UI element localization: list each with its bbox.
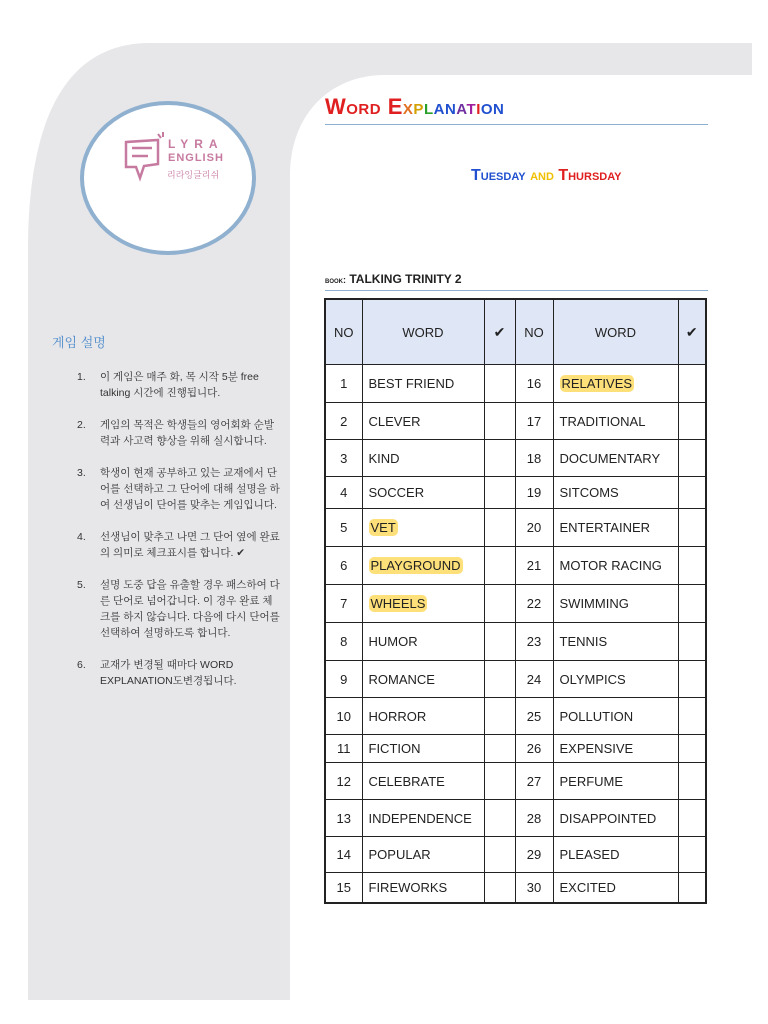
table-row	[325, 403, 706, 440]
table-row	[325, 698, 706, 735]
check-cell[interactable]	[484, 509, 515, 547]
list-item-text: 교재가 변경될 때마다 WORD EXPLANATION도변경됩니다.	[100, 659, 237, 687]
word-text: PLEASED	[559, 847, 620, 862]
word-cell	[553, 365, 678, 403]
title-letter: t	[466, 94, 477, 119]
word-number: 21	[515, 547, 553, 585]
check-cell[interactable]	[484, 800, 515, 837]
word-cell	[362, 763, 484, 800]
word-cell	[553, 698, 678, 735]
word-text: SITCOMS	[559, 485, 619, 500]
page-subtitle	[471, 167, 622, 185]
word-cell	[362, 623, 484, 661]
book-divider	[325, 290, 708, 291]
check-cell[interactable]	[484, 837, 515, 873]
list-item	[52, 657, 282, 689]
word-number: 1	[325, 365, 362, 403]
title-divider	[325, 124, 708, 125]
word-number: 18	[515, 440, 553, 477]
check-cell[interactable]	[484, 698, 515, 735]
table-header-row	[325, 299, 706, 365]
word-cell	[362, 661, 484, 698]
word-text: EXCITED	[559, 879, 616, 895]
word-text: POLLUTION	[559, 708, 634, 724]
title-letter: n	[444, 94, 457, 119]
word-cell	[553, 763, 678, 800]
check-cell[interactable]	[484, 477, 515, 509]
word-number: 9	[325, 661, 362, 698]
highlighted-word: PLAYGROUND	[370, 558, 461, 573]
header-word: WORD	[362, 299, 484, 365]
word-cell	[362, 547, 484, 585]
word-number: 11	[325, 735, 362, 763]
list-item	[52, 577, 282, 641]
table-row	[325, 585, 706, 623]
list-item-number: 3.	[77, 467, 86, 479]
check-cell[interactable]	[484, 440, 515, 477]
book-line	[325, 272, 462, 286]
check-cell[interactable]	[484, 403, 515, 440]
check-cell[interactable]	[678, 837, 706, 873]
word-cell	[553, 661, 678, 698]
table-row	[325, 873, 706, 903]
word-cell	[362, 837, 484, 873]
check-cell[interactable]	[484, 763, 515, 800]
check-cell[interactable]	[678, 403, 706, 440]
word-text: ENTERTAINER	[559, 520, 651, 535]
word-number: 19	[515, 477, 553, 509]
header-no: NO	[325, 299, 362, 365]
word-number: 27	[515, 763, 553, 800]
word-number: 28	[515, 800, 553, 837]
table-row	[325, 509, 706, 547]
word-cell	[362, 735, 484, 763]
highlighted-word: RELATIVES	[561, 376, 633, 391]
checkmark-icon: ✔	[678, 299, 706, 365]
logo-text-korean: 리라잉글리쉬	[167, 170, 220, 180]
word-text: CELEBRATE	[368, 773, 445, 789]
table-row	[325, 661, 706, 698]
table-row	[325, 440, 706, 477]
highlighted-word: WHEELS	[370, 596, 426, 611]
instructions-list	[52, 369, 282, 705]
check-cell[interactable]	[678, 763, 706, 800]
word-cell	[553, 509, 678, 547]
word-text: FIREWORKS	[368, 879, 448, 895]
logo-text-lyra: LYRA	[168, 137, 224, 151]
word-text: POPULAR	[368, 847, 431, 862]
table-row	[325, 623, 706, 661]
check-cell[interactable]	[678, 585, 706, 623]
title-letter: a	[456, 94, 467, 119]
table-row	[325, 763, 706, 800]
word-text: PERFUME	[559, 773, 624, 789]
check-cell[interactable]	[678, 698, 706, 735]
word-number: 3	[325, 440, 362, 477]
check-cell[interactable]	[678, 365, 706, 403]
word-number: 6	[325, 547, 362, 585]
title-letter: i	[476, 94, 481, 119]
list-item-text: 설명 도중 답을 유출할 경우 패스하여 다른 단어로 넘어갑니다. 이 경우 완료 체크를 하지 않습니다. 다음에 다시 단어를 선택하여 설명하도록 합니다.	[100, 579, 280, 639]
check-cell[interactable]	[484, 547, 515, 585]
word-cell	[553, 547, 678, 585]
word-number: 5	[325, 509, 362, 547]
word-number: 12	[325, 763, 362, 800]
word-cell	[362, 365, 484, 403]
word-cell	[553, 403, 678, 440]
list-item	[52, 529, 282, 561]
word-text: OLYMPICS	[559, 671, 626, 687]
word-number: 13	[325, 800, 362, 837]
word-cell	[362, 800, 484, 837]
word-number: 22	[515, 585, 553, 623]
list-item-text: 선생님이 맞추고 나면 그 단어 옆에 완료의 의미로 체크표시를 합니다. ✔	[100, 531, 280, 559]
word-text: ROMANCE	[368, 671, 435, 687]
list-item-text: 이 게임은 매주 화, 목 시작 5분 free talking 시간에 진행됩니다.	[100, 371, 259, 399]
word-number: 4	[325, 477, 362, 509]
title-letter: l	[423, 94, 434, 119]
check-cell[interactable]	[484, 365, 515, 403]
highlighted-word: VET	[370, 520, 396, 535]
title-letter: W	[325, 94, 347, 119]
list-item-number: 1.	[77, 371, 86, 383]
word-text: MOTOR RACING	[559, 558, 662, 573]
word-number: 14	[325, 837, 362, 873]
word-cell	[553, 735, 678, 763]
word-number: 30	[515, 873, 553, 903]
word-text: SOCCER	[368, 485, 425, 500]
word-cell	[553, 440, 678, 477]
title-letter: E	[381, 94, 403, 119]
word-cell	[553, 873, 678, 903]
word-text: HUMOR	[368, 634, 418, 649]
check-cell[interactable]	[484, 585, 515, 623]
check-cell[interactable]	[678, 477, 706, 509]
header-word: WORD	[553, 299, 678, 365]
title-letter: p	[413, 94, 424, 119]
word-number: 20	[515, 509, 553, 547]
list-item-text: 학생이 현재 공부하고 있는 교재에서 단어를 선택하고 그 단어에 대해 설명을 하여 선생님이 단어를 맞추는 게임입니다.	[100, 467, 280, 511]
check-cell[interactable]	[678, 800, 706, 837]
list-item	[52, 465, 282, 513]
word-cell	[553, 623, 678, 661]
word-table	[324, 298, 707, 904]
title-letter: ord	[346, 94, 382, 119]
list-item-number: 5.	[77, 579, 86, 591]
table-row	[325, 547, 706, 585]
check-cell[interactable]	[678, 440, 706, 477]
word-number: 26	[515, 735, 553, 763]
check-cell[interactable]	[678, 547, 706, 585]
word-cell	[553, 585, 678, 623]
list-item-number: 4.	[77, 531, 86, 543]
word-text: CLEVER	[368, 413, 421, 429]
word-cell	[553, 800, 678, 837]
word-text: INDEPENDENCE	[368, 810, 472, 826]
word-number: 24	[515, 661, 553, 698]
page-title	[325, 94, 504, 120]
word-text: DOCUMENTARY	[559, 450, 661, 466]
word-text: SWIMMING	[559, 596, 629, 611]
title-letter: x	[402, 94, 414, 119]
word-text: HORROR	[368, 708, 427, 724]
book-label: book:	[325, 275, 346, 285]
word-cell	[362, 440, 484, 477]
book-title: TALKING TRINITY 2	[349, 272, 462, 286]
title-letter: Thursday	[558, 167, 622, 184]
instructions-heading: 게임 설명	[52, 335, 106, 350]
word-text: BEST FRIEND	[368, 376, 455, 391]
list-item-number: 2.	[77, 419, 86, 431]
title-letter: and	[530, 167, 559, 184]
word-text: FICTION	[368, 741, 421, 756]
list-item	[52, 369, 282, 401]
logo-text-english: ENGLISH	[168, 152, 224, 164]
word-text: KIND	[368, 450, 400, 466]
word-number: 7	[325, 585, 362, 623]
word-number: 16	[515, 365, 553, 403]
word-cell	[362, 477, 484, 509]
word-cell	[553, 477, 678, 509]
word-number: 2	[325, 403, 362, 440]
word-number: 29	[515, 837, 553, 873]
word-text: TENNIS	[559, 634, 608, 649]
word-text: DISAPPOINTED	[559, 810, 657, 826]
table-row	[325, 477, 706, 509]
check-cell[interactable]	[678, 623, 706, 661]
check-cell[interactable]	[484, 735, 515, 763]
title-letter: a	[433, 94, 445, 119]
check-cell[interactable]	[484, 623, 515, 661]
list-item-number: 6.	[77, 659, 86, 671]
word-number: 15	[325, 873, 362, 903]
word-cell	[362, 403, 484, 440]
word-text: EXPENSIVE	[559, 741, 634, 756]
title-letter: n	[493, 94, 505, 119]
word-number: 23	[515, 623, 553, 661]
check-cell[interactable]	[678, 509, 706, 547]
check-cell[interactable]	[678, 735, 706, 763]
word-cell	[362, 509, 484, 547]
word-text: TRADITIONAL	[559, 413, 646, 429]
word-cell	[362, 698, 484, 735]
check-cell[interactable]	[484, 661, 515, 698]
list-item-text: 게임의 목적은 학생들의 영어회화 순발력과 사고력 향상을 위해 실시합니다.	[100, 419, 274, 447]
word-number: 8	[325, 623, 362, 661]
list-item	[52, 417, 282, 449]
table-row	[325, 735, 706, 763]
word-cell	[362, 873, 484, 903]
word-cell	[553, 837, 678, 873]
check-cell[interactable]	[484, 873, 515, 903]
check-cell[interactable]	[678, 661, 706, 698]
table-row	[325, 365, 706, 403]
checkmark-icon: ✔	[484, 299, 515, 365]
title-letter: o	[480, 94, 494, 119]
title-letter: Tuesday	[471, 167, 531, 184]
word-number: 10	[325, 698, 362, 735]
word-number: 17	[515, 403, 553, 440]
check-cell[interactable]	[678, 873, 706, 903]
word-cell	[362, 585, 484, 623]
table-row	[325, 800, 706, 837]
header-no: NO	[515, 299, 553, 365]
table-row	[325, 837, 706, 873]
word-number: 25	[515, 698, 553, 735]
